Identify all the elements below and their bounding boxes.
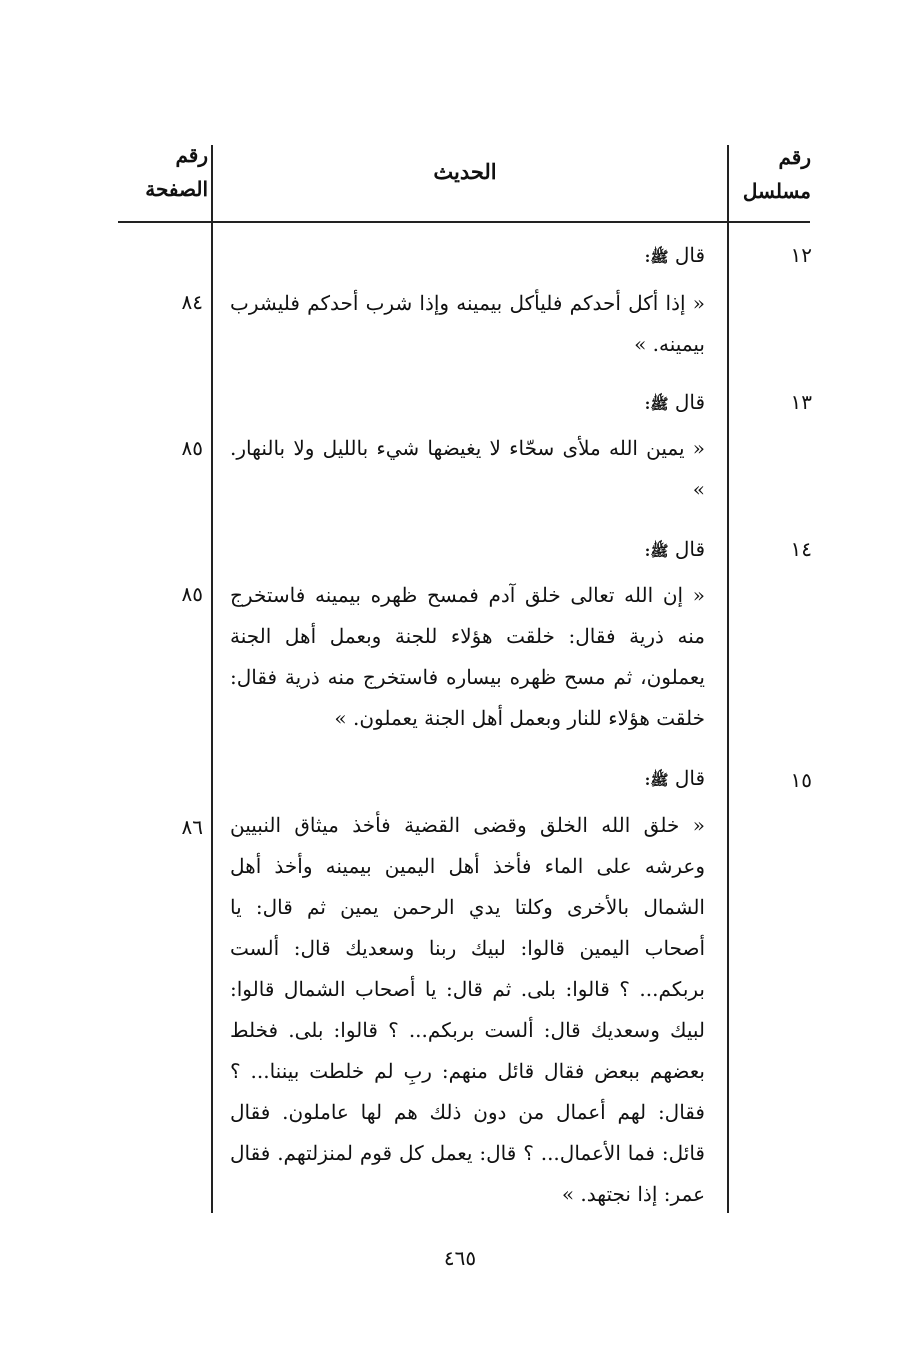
hadith-text: « يمين الله ملأى سحّاء لا يغيضها شيء بالليل ولا بالنهار. »: [230, 436, 705, 501]
header-serial-label-2: مسلسل: [742, 179, 811, 203]
entry-intro-qal: قال: [674, 390, 705, 414]
column-divider-left: [211, 223, 213, 1213]
entry-intro-qal: قال: [674, 243, 705, 267]
entry-serial: ١٢: [790, 243, 812, 267]
entry-intro: [230, 243, 705, 270]
hadith-text: « إذا أكل أحدكم فليأكل بيمينه وإذا شرب أحدكم فليشرب بيمينه. »: [230, 291, 705, 356]
hadith-text: « إن الله تعالى خلق آدم فمسح ظهره بيمينه فاستخرج منه ذرية فقال: خلقت هؤلاء للجنة وبعمل أهل الجنة يعملون، ثم مسح ظهره بيساره فاستخرج منه ذرية فقال: خلقت هؤلاء للنار وبعمل أهل الجنة يعملون. »: [230, 583, 705, 730]
pbuh-glyph: ﷺ:: [644, 248, 669, 266]
pbuh-glyph: ﷺ:: [644, 542, 669, 560]
pbuh-glyph: ﷺ:: [644, 771, 669, 789]
page-number: ٤٦٥: [443, 1246, 477, 1270]
entry-page-number: ٨٦: [181, 815, 203, 839]
entry-serial: ١٤: [790, 537, 812, 561]
header-hadith: الحديث: [433, 159, 497, 184]
column-divider-right: [727, 223, 729, 1213]
entry-intro: [230, 390, 705, 417]
header-underline: [118, 221, 810, 223]
entry-page-number: ٨٥: [181, 436, 203, 460]
entry-intro: [230, 537, 705, 564]
header-serial-label-1: رقم: [778, 145, 811, 169]
entry-intro-qal: قال: [674, 537, 705, 561]
entry-page-number: ٨٥: [181, 582, 203, 606]
hadith-text: « خلق الله الخلق وقضى القضية فأخذ ميثاق النبيين وعرشه على الماء فأخذ أهل اليمين بيمينه وأخذ أهل الشمال بالأخرى وكلتا يدي الرحمن يمين ثم قال: يا أصحاب اليمين قالوا: لبيك ربنا وسعديك قال: ألست بربكم... ؟ قالوا: بلى. ثم قال: يا أصحاب الشمال قالوا: لبيك وسعديك قال: ألست بربكم... ؟ قالوا: بلى. فخلط بعضهم ببعض فقال قائل منهم: ربِ لم خلطت بيننا... ؟ فقال: لهم أعمال من دون ذلك هم لها عاملون. فقال قائل: فما الأعمال... ؟ قال: يعمل كل قوم لمنزلتهم. فقال عمر: إذا نجتهد. »: [230, 813, 705, 1206]
header-page-label-2: الصفحة: [145, 177, 208, 201]
header-serial-number: [701, 140, 811, 208]
entry-page-number: ٨٤: [181, 290, 203, 314]
header-divider-left: [211, 145, 213, 223]
header-divider-right: [727, 145, 729, 223]
entry-intro: [230, 766, 705, 793]
entry-intro-qal: قال: [674, 766, 705, 790]
header-page-number: [118, 138, 208, 206]
pbuh-glyph: ﷺ:: [644, 395, 669, 413]
entry-serial: ١٣: [790, 390, 812, 414]
header-page-label-1: رقم: [175, 143, 208, 167]
entry-serial: ١٥: [790, 768, 812, 792]
